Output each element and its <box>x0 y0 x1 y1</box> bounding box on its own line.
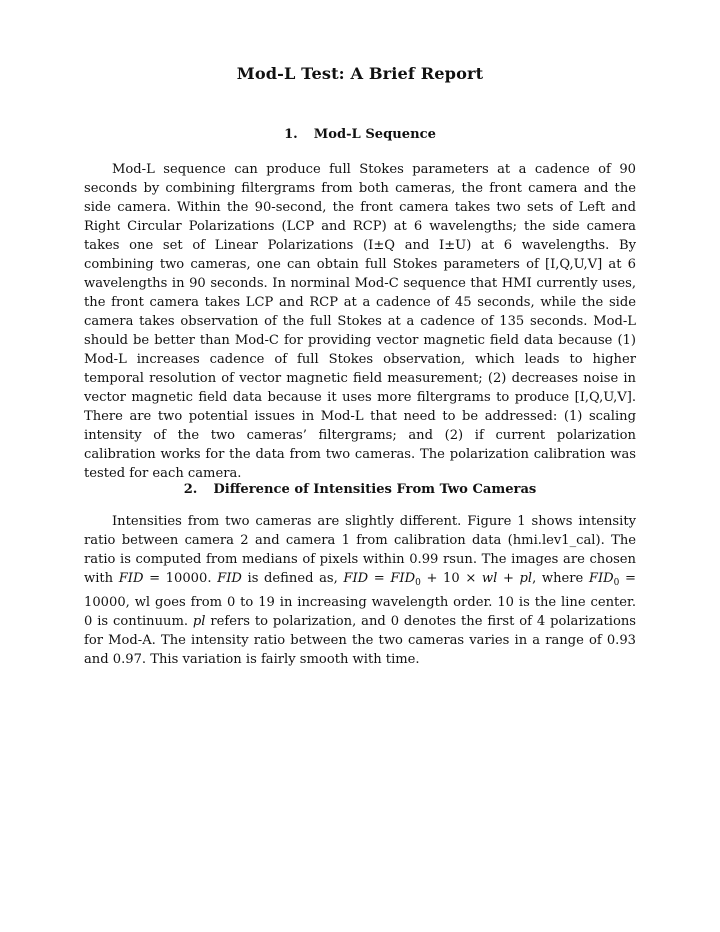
section-2-number: 2. <box>183 482 198 497</box>
math-fid: FID <box>390 571 416 586</box>
text-run: + 10 × <box>420 571 482 586</box>
text-run: refers to polarization, and 0 denotes the first of 4 polarizations for Mod-A. The intensity ratio between the two cameras varies in a range of 0.93 and 0.97. This variation is fairly smooth with time. <box>84 614 636 667</box>
section-2-heading <box>0 482 720 497</box>
section-1-number: 1. <box>284 127 298 142</box>
text-run: Intensities from two cameras are slightly different. Figure 1 shows intensity ratio between camera 2 and camera 1 from calibration data (hmi.lev1_cal). The ratio is computed from medians of pixels within 0.99 rsun. The images are chosen with <box>84 514 636 586</box>
text-run: = 10000, wl goes from 0 to 19 in increasing wavelength order. 10 is the line center. 0 is continuum. <box>84 571 636 629</box>
math-fid: FID <box>343 571 369 586</box>
section-2-title: Difference of Intensities From Two Cameras <box>213 482 537 497</box>
text-run: is defined as, <box>241 571 344 586</box>
section-1-heading <box>0 127 720 142</box>
math-subscript: 0 <box>415 578 421 588</box>
math-fid: FID <box>217 571 242 586</box>
math-wl: wl <box>481 571 498 586</box>
text-run: = <box>368 571 391 586</box>
math-subscript: 0 <box>613 578 620 588</box>
text-run: = 10000. <box>143 571 218 586</box>
math-pl: pl <box>192 614 206 629</box>
text-run: , where <box>532 571 589 586</box>
section-2-paragraph <box>84 512 636 669</box>
math-fid: FID <box>118 571 144 586</box>
math-fid: FID <box>588 571 614 586</box>
section-1-title: Mod-L Sequence <box>313 127 436 142</box>
section-1-paragraph: Mod-L sequence can produce full Stokes parameters at a cadence of 90 seconds by combining filtergrams from both cameras, the front camera and the side camera. Within the 90-second, the front camera takes two sets of Left and Right Circular Polarizations (LCP and RCP) at 6 wavelengths; the side camera takes one set of Linear Polarizations (I±Q and I±U) at 6 wavelengths. By combining two cameras, one can obtain full Stokes parameters of [I,Q,U,V] at 6 wavelengths in 90 seconds. In norminal Mod-C sequence that HMI currently uses, the front camera takes LCP and RCP at a cadence of 45 seconds, while the side camera takes observation of the full Stokes at a cadence of 135 seconds. Mod-L should be better than Mod-C for providing vector magnetic field data because (1) Mod-L increases cadence of full Stokes observation, which leads to higher temporal resolution of vector magnetic field measurement; (2) decreases noise in vector magnetic field data because it uses more filtergrams to produce [I,Q,U,V]. There are two potential issues in Mod-L that need to be addressed: (1) scaling intensity of the two cameras’ filtergrams; and (2) if current polarization calibration works for the data from two cameras. The polarization calibration was tested for each camera. <box>84 162 636 481</box>
math-pl: pl <box>519 571 533 586</box>
text-run: + <box>497 571 520 586</box>
document-title: Mod-L Test: A Brief Report <box>236 64 484 83</box>
